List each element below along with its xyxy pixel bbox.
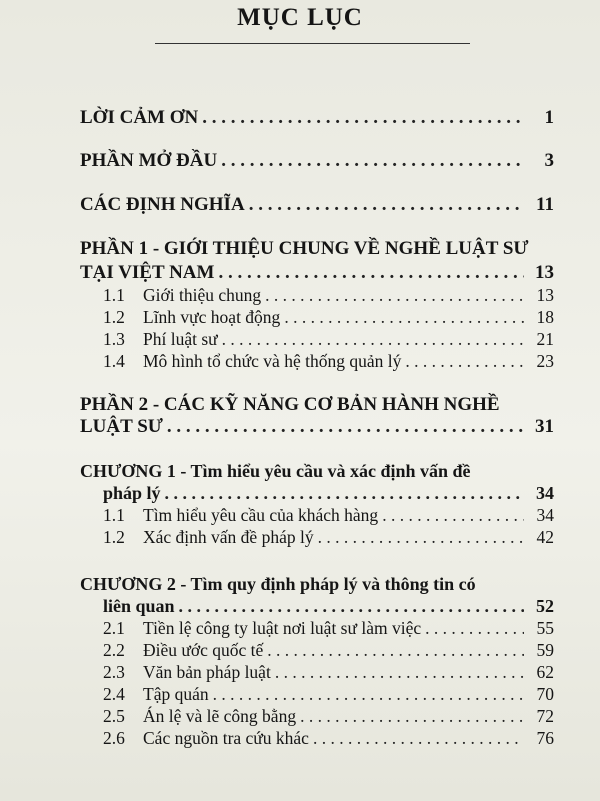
toc-entry-label: Phí luật sư <box>143 329 218 349</box>
toc-subentry <box>103 662 554 683</box>
leader-dots <box>265 285 524 306</box>
toc-page-number: 23 <box>536 351 554 371</box>
toc-entry-label: Tiền lệ công ty luật nơi luật sư làm việc <box>143 618 422 638</box>
section-number: 1.3 <box>103 329 125 349</box>
toc-subentry <box>103 307 554 328</box>
toc-entry-label: Án lệ và lẽ công bằng <box>143 706 297 726</box>
leader-dots <box>213 684 524 705</box>
toc-entry-label: PHẦN MỞ ĐẦU <box>80 150 218 171</box>
toc-entry-chuong2 <box>103 596 554 617</box>
toc-entry-label: Văn bản pháp luật <box>143 662 271 682</box>
toc-entry-label: TẠI VIỆT NAM <box>80 262 215 283</box>
toc-entry-chuong1 <box>103 483 554 504</box>
toc-entry-label: liên quan <box>103 596 175 616</box>
leader-dots <box>318 527 524 548</box>
toc-subentry <box>103 618 554 639</box>
toc-page-number: 62 <box>536 662 554 682</box>
toc-entry-label: Tập quán <box>143 684 209 704</box>
toc-page-number: 42 <box>536 527 554 547</box>
toc-entry-phan1 <box>80 262 554 284</box>
toc-subentry <box>103 285 554 306</box>
toc-page-number: 13 <box>535 262 554 283</box>
toc-subentry <box>103 706 554 727</box>
leader-dots <box>382 505 524 526</box>
leader-dots <box>221 150 524 172</box>
toc-chapter2-title-line1: CHƯƠNG 2 - Tìm quy định pháp lý và thông tin có <box>80 574 476 594</box>
toc-page-number: 34 <box>536 483 554 503</box>
toc-entry-label: Điều ước quốc tế <box>143 640 264 660</box>
section-number: 1.4 <box>103 351 125 371</box>
toc-entry-label: LUẬT SƯ <box>80 416 163 437</box>
toc-subentry <box>103 329 554 350</box>
section-number: 1.2 <box>103 307 125 327</box>
section-number: 1.2 <box>103 527 125 547</box>
leader-dots <box>425 618 524 639</box>
toc-part2-title-line1: PHẦN 2 - CÁC KỸ NĂNG CƠ BẢN HÀNH NGHỀ <box>80 394 500 415</box>
toc-entry-label: pháp lý <box>103 483 161 503</box>
toc-page-number: 76 <box>536 728 554 748</box>
toc-page-number: 31 <box>535 416 554 437</box>
leader-dots <box>249 194 524 216</box>
section-number: 2.1 <box>103 618 125 638</box>
toc-entry-label: Các nguồn tra cứu khác <box>143 728 309 748</box>
toc-page-number: 1 <box>544 107 554 128</box>
toc-chapter1-title-line1: CHƯƠNG 1 - Tìm hiểu yêu cầu và xác định vấn đề <box>80 461 471 481</box>
section-number: 1.1 <box>103 285 125 305</box>
leader-dots <box>179 596 524 617</box>
toc-entry-label: Mô hình tổ chức và hệ thống quản lý <box>143 351 402 371</box>
toc-page-number: 18 <box>536 307 554 327</box>
section-number: 1.1 <box>103 505 125 525</box>
toc-subentry <box>103 728 554 749</box>
section-number: 2.3 <box>103 662 125 682</box>
toc-entry-loi-cam-on <box>80 107 554 129</box>
toc-subentry <box>103 527 554 548</box>
leader-dots <box>222 329 524 350</box>
leader-dots <box>300 706 524 727</box>
toc-page-number: 55 <box>536 618 554 638</box>
toc-page-number: 21 <box>536 329 554 349</box>
toc-page-number: 72 <box>536 706 554 726</box>
toc-subentry <box>103 505 554 526</box>
toc-page-number: 59 <box>536 640 554 660</box>
toc-part1-title-line1: PHẦN 1 - GIỚI THIỆU CHUNG VỀ NGHỀ LUẬT SƯ <box>80 238 529 259</box>
leader-dots <box>202 107 524 129</box>
leader-dots <box>167 416 524 438</box>
toc-page-number: 13 <box>536 285 554 305</box>
leader-dots <box>275 662 524 683</box>
toc-page-number: 52 <box>536 596 554 616</box>
toc-page-number: 70 <box>536 684 554 704</box>
leader-dots <box>313 728 524 749</box>
toc-subentry <box>103 640 554 661</box>
leader-dots <box>218 262 524 284</box>
section-number: 2.5 <box>103 706 125 726</box>
leader-dots <box>284 307 524 328</box>
toc-entry-label: Xác định vấn đề pháp lý <box>143 527 314 547</box>
section-number: 2.2 <box>103 640 125 660</box>
toc-entry-label: Giới thiệu chung <box>143 285 262 305</box>
toc-subentry <box>103 684 554 705</box>
toc-entry-phan2 <box>80 416 554 438</box>
toc-page-number: 34 <box>536 505 554 525</box>
toc-entry-label: LỜI CẢM ƠN <box>80 107 199 128</box>
toc-page-number: 3 <box>544 150 554 171</box>
toc-page-number: 11 <box>536 194 554 215</box>
toc-entry-phan-mo-dau <box>80 150 554 172</box>
toc-subentry <box>103 351 554 372</box>
toc-entry-label: Tìm hiểu yêu cầu của khách hàng <box>143 505 379 525</box>
section-number: 2.6 <box>103 728 125 748</box>
section-number: 2.4 <box>103 684 125 704</box>
leader-dots <box>165 483 524 504</box>
toc-entry-label: CÁC ĐỊNH NGHĨA <box>80 194 245 215</box>
leader-dots <box>267 640 524 661</box>
page-title: MỤC LỤC <box>237 4 363 31</box>
toc-entry-cac-dinh-nghia <box>80 194 554 216</box>
toc-entry-label: Lĩnh vực hoạt động <box>143 307 281 327</box>
leader-dots <box>405 351 524 372</box>
